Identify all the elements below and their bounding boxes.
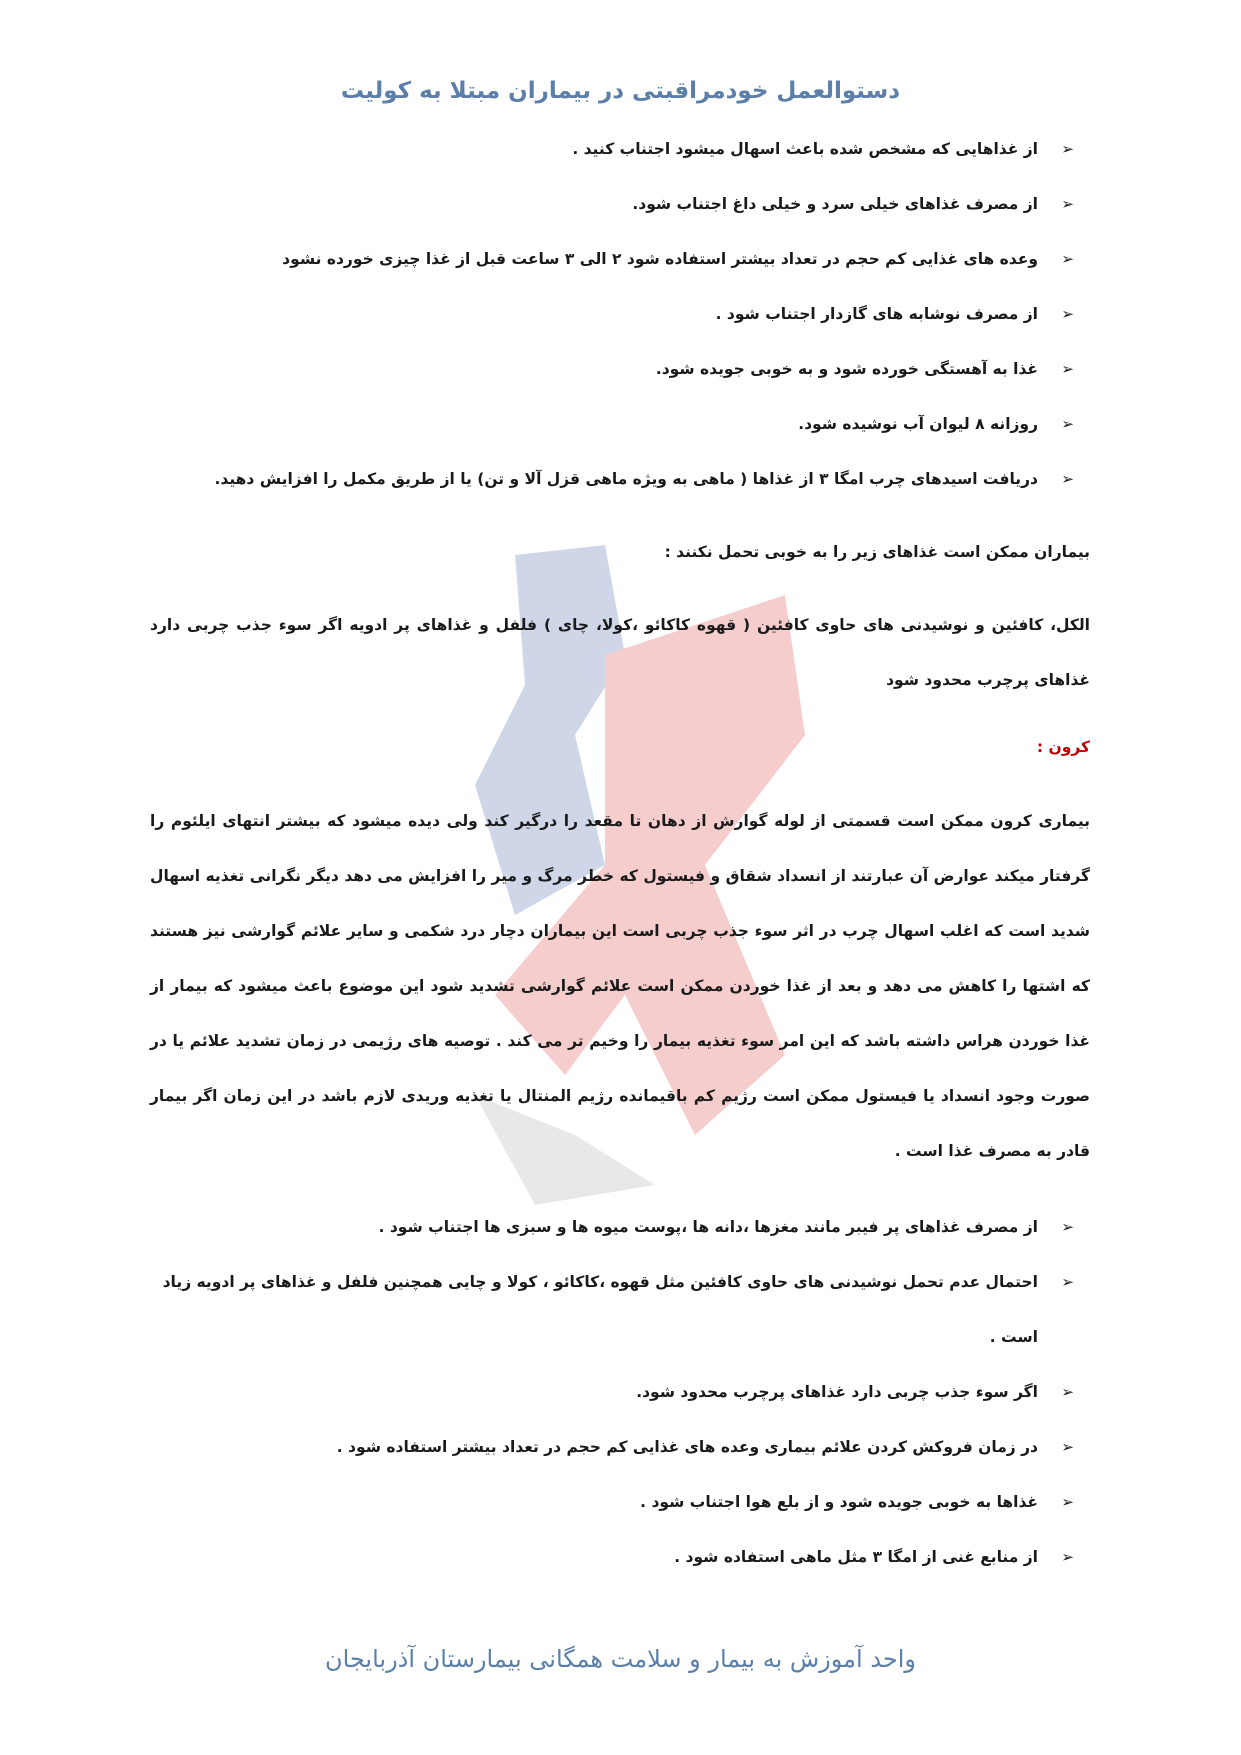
list-item: ➢ دریافت اسیدهای چرب امگا ۳ از غذاها ( ماهی به ویژه ماهی قزل آلا و تن) یا از طریق مکمل را افزایش دهید.	[150, 452, 1090, 507]
list-item: ➢ از مصرف نوشابه های گازدار اجتناب شود .	[150, 287, 1090, 342]
arrow-bullet-icon: ➢	[1061, 360, 1074, 378]
arrow-bullet-icon: ➢	[1061, 250, 1074, 268]
arrow-bullet-icon: ➢	[1061, 1493, 1074, 1511]
arrow-bullet-icon: ➢	[1061, 195, 1074, 213]
arrow-bullet-icon: ➢	[1061, 305, 1074, 323]
list-item: ➢ وعده های غذایی کم حجم در تعداد بیشتر استفاده شود ۲ الی ۳ ساعت قبل از غذا چیزی خورده نشود	[150, 232, 1090, 287]
arrow-bullet-icon: ➢	[1061, 1218, 1074, 1236]
intolerance-paragraph: الکل، کافئین و نوشیدنی های حاوی کافئین ( قهوه کاکائو ،کولا، چای ) فلفل و غذاهای پر ادویه اگر سوء جذب چربی دارد غذاهای پرچرب محدود شود	[150, 616, 1090, 689]
list-item: ➢ احتمال عدم تحمل نوشیدنی های حاوی کافئین مثل قهوه ،کاکائو ، کولا و چایی همچنین فلفل و غذاهای پر ادویه زیاد است .	[150, 1255, 1090, 1365]
footer-department: واحد آموزش به بیمار و سلامت همگانی بیمارستان آذربایجان	[324, 1645, 917, 1673]
arrow-bullet-icon: ➢	[1061, 1438, 1074, 1456]
arrow-bullet-icon: ➢	[1061, 415, 1074, 433]
arrow-bullet-icon: ➢	[1061, 1273, 1074, 1291]
list-item: ➢ غذاها به خوبی جویده شود و از بلع هوا اجتناب شود .	[150, 1475, 1090, 1530]
arrow-bullet-icon: ➢	[1061, 1548, 1074, 1566]
list-item: ➢ از منابع غنی از امگا ۳ مثل ماهی استفاده شود .	[150, 1530, 1090, 1585]
intolerance-heading: بیماران ممکن است غذاهای زیر را به خوبی تحمل نکنند :	[664, 543, 1090, 561]
crohn-heading: کرون :	[1036, 738, 1090, 756]
arrow-bullet-icon: ➢	[1061, 140, 1074, 158]
arrow-bullet-icon: ➢	[1061, 1383, 1074, 1401]
list-item: ➢ از مصرف غذاهای پر فیبر مانند مغزها ،دانه ها ،پوست میوه ها و سبزی ها اجتناب شود .	[150, 1200, 1090, 1255]
list-item: ➢ اگر سوء جذب چربی دارد غذاهای پرچرب محدود شود.	[150, 1365, 1090, 1420]
document-title: دستوالعمل خودمراقبتی در بیماران مبتلا به کولیت	[340, 78, 901, 104]
crohn-diet-list	[150, 1200, 1090, 1585]
list-item: ➢ غذا به آهستگی خورده شود و به خوبی جویده شود.	[150, 342, 1090, 397]
list-item: ➢ از مصرف غذاهای خیلی سرد و خیلی داغ اجتناب شود.	[150, 177, 1090, 232]
crohn-paragraph: بیماری کرون ممکن است قسمتی از لوله گوارش از دهان تا مقعد را درگیر کند ولی دیده میشود که بیشتر انتهای ایلئوم را گرفتار میکند عوارض آن عبارتند از انسداد شقاق و فیستول که خطر مرگ و میر را افزایش می دهد دیگر نگرانی تغذیه اسهال شدید است که اغلب اسهال چرب در اثر سوء جذب چربی است این بیماران دچار درد شکمی و سایر علائم گوارشی نیز هستند که اشتها را کاهش می دهد و بعد از غذا خوردن ممکن است علائم گوارشی تشدید شود این موضوع باعث میشود که بیمار از غذا خوردن هراس داشته باشد که این امر سوء تغذیه بیمار را وخیم تر می کند . توصیه های رژیمی در زمان تشدید علائم یا در صورت وجود انسداد یا فیستول ممکن است رژیم کم باقیمانده رژیم المنتال یا تغذیه وریدی لازم باشد در این زمان اگر بیمار قادر به مصرف غذا است .	[150, 812, 1090, 1160]
arrow-bullet-icon: ➢	[1061, 470, 1074, 488]
list-item: ➢ از غذاهایی که مشخص شده باعث اسهال میشود اجتناب کنید .	[150, 122, 1090, 177]
list-item: ➢ روزانه ۸ لیوان آب نوشیده شود.	[150, 397, 1090, 452]
list-item: ➢ در زمان فروکش کردن علائم بیماری وعده های غذایی کم حجم در تعداد بیشتر استفاده شود .	[150, 1420, 1090, 1475]
self-care-list	[150, 122, 1090, 507]
